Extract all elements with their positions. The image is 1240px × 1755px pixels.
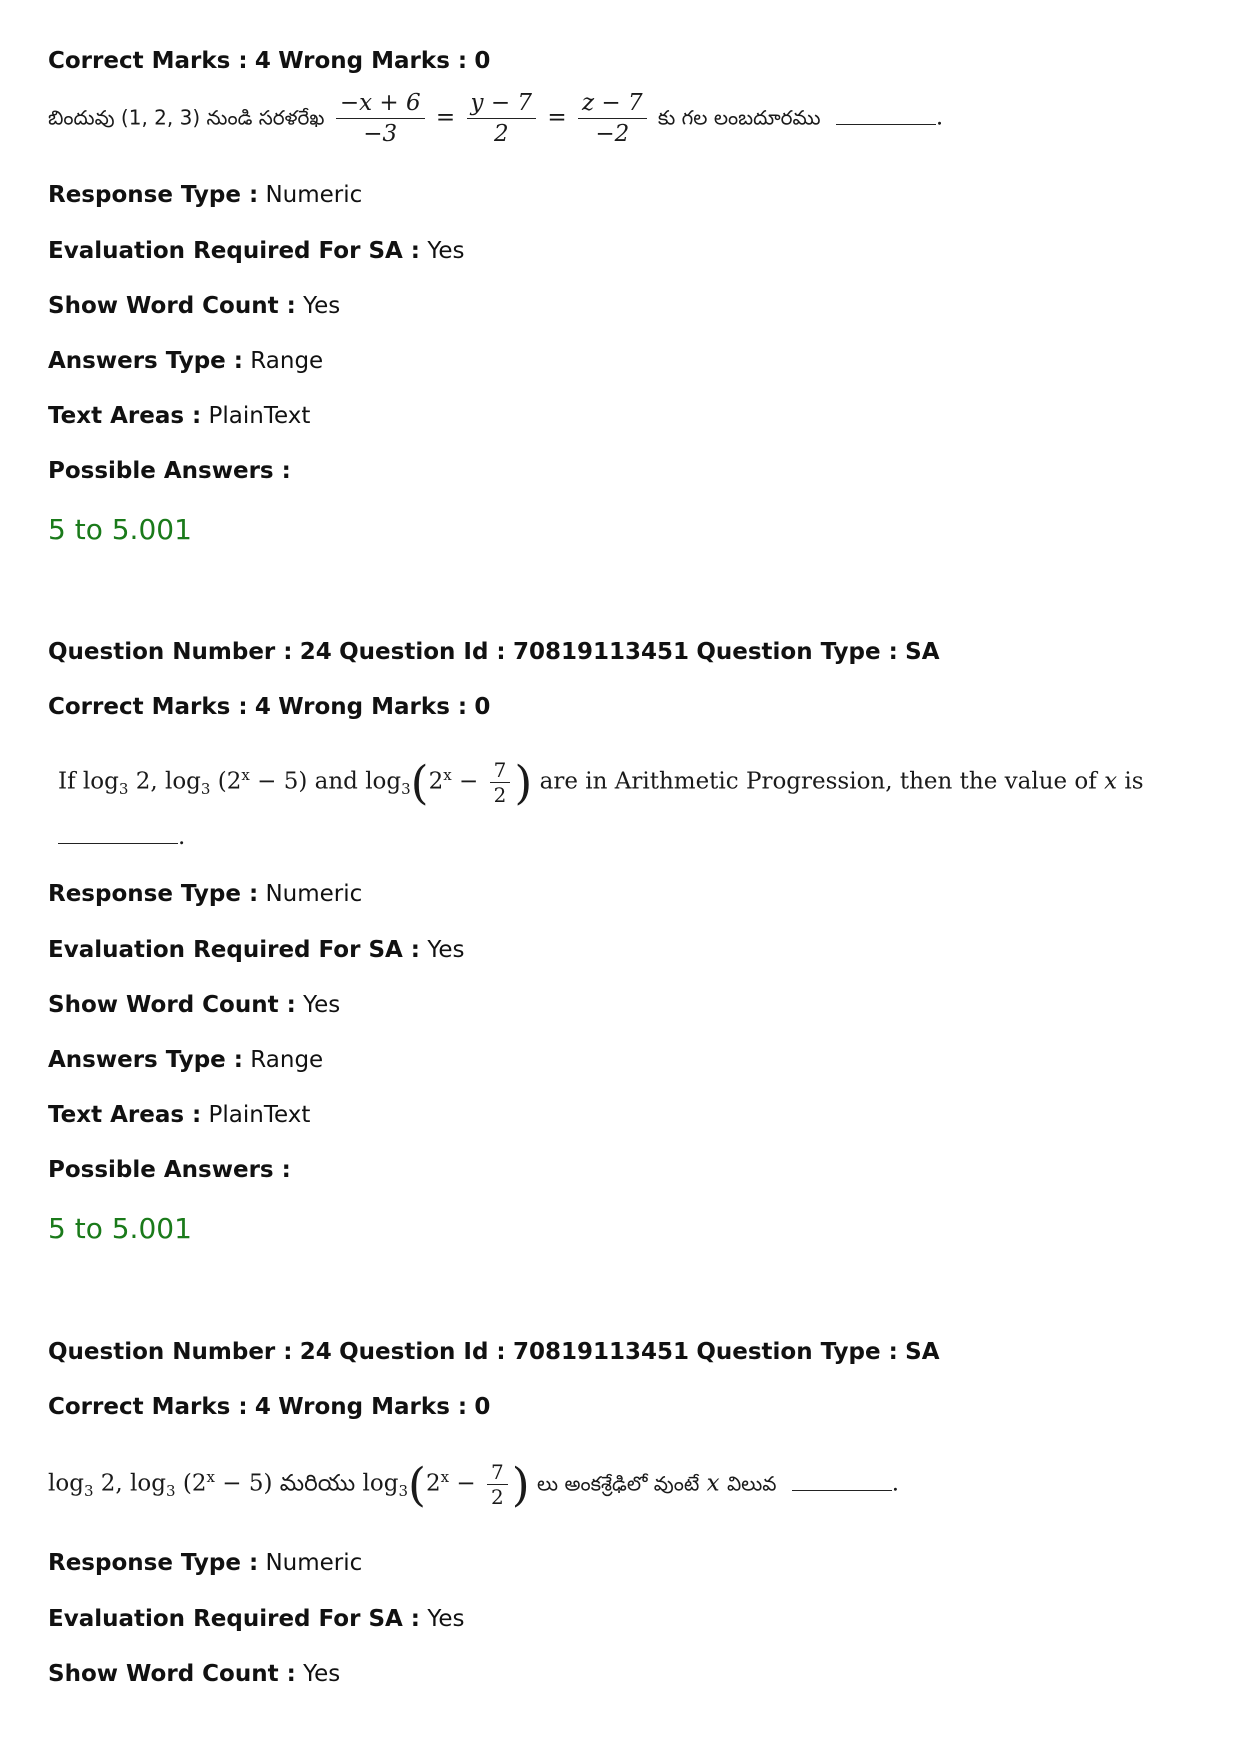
- show-word-count: Show Word Count : Yes: [48, 992, 341, 1018]
- question-text: బిందువు (1, 2, 3) నుండి సరళరేఖ $\frac{-x + 6}{-3}$ = $\frac{y - 7}{2}$ = $\frac{z - 7}{-2}$ కు గల లంబదూరము .: [48, 90, 944, 147]
- answer-blank: [836, 124, 936, 125]
- correct-wrong-marks: Correct Marks : 4 Wrong Marks : 0: [48, 48, 491, 74]
- response-type: Response Type : Numeric: [48, 881, 363, 907]
- fraction: $\frac{z - 7}{-2}$: [578, 88, 647, 149]
- correct-wrong-marks: Correct Marks : 4 Wrong Marks : 0: [48, 1394, 491, 1420]
- fraction: $\frac{7}{2}$: [490, 758, 511, 807]
- evaluation-required: Evaluation Required For SA : Yes: [48, 238, 465, 264]
- fraction: $\frac{y - 7}{2}$: [467, 88, 537, 149]
- answer-blank: [792, 1490, 892, 1491]
- question-header: Question Number : 24 Question Id : 70819113451 Question Type : SA: [48, 1339, 940, 1365]
- evaluation-required: Evaluation Required For SA : Yes: [48, 937, 465, 963]
- evaluation-required: Evaluation Required For SA : Yes: [48, 1606, 465, 1632]
- fraction: $\frac{-x + 6}{-3}$: [336, 88, 425, 149]
- possible-answer: 5 to 5.001: [48, 513, 192, 546]
- possible-answer: 5 to 5.001: [48, 1212, 192, 1245]
- question-text: If $\log_3 2$, $\log_3 (2^x - 5)$ and $\log_3(2^x$ − $\frac{7}{2}$ ) are in Arithmetic Progression, then the value of x is: [58, 755, 1144, 810]
- answers-type: Answers Type : Range: [48, 348, 324, 374]
- response-type: Response Type : Numeric: [48, 1550, 363, 1576]
- question-header: Question Number : 24 Question Id : 70819113451 Question Type : SA: [48, 639, 940, 665]
- question-text: $\log_3 2$, $\log_3 (2^x - 5)$ మరియు $\log_3(2^x$ − $\frac{7}{2}$ ) లు అంకశ్రేఢిలో వుంటే x విలువ .: [48, 1457, 900, 1512]
- text-areas: Text Areas : PlainText: [48, 403, 311, 429]
- response-type: Response Type : Numeric: [48, 182, 363, 208]
- fraction: $\frac{7}{2}$: [487, 1460, 508, 1509]
- possible-answers-label: Possible Answers :: [48, 1157, 291, 1183]
- possible-answers-label: Possible Answers :: [48, 458, 291, 484]
- answers-type: Answers Type : Range: [48, 1047, 324, 1073]
- show-word-count: Show Word Count : Yes: [48, 1661, 341, 1687]
- show-word-count: Show Word Count : Yes: [48, 293, 341, 319]
- correct-wrong-marks: Correct Marks : 4 Wrong Marks : 0: [48, 694, 491, 720]
- answer-blank-line: .: [58, 822, 185, 852]
- answer-blank: [58, 843, 178, 844]
- text-areas: Text Areas : PlainText: [48, 1102, 311, 1128]
